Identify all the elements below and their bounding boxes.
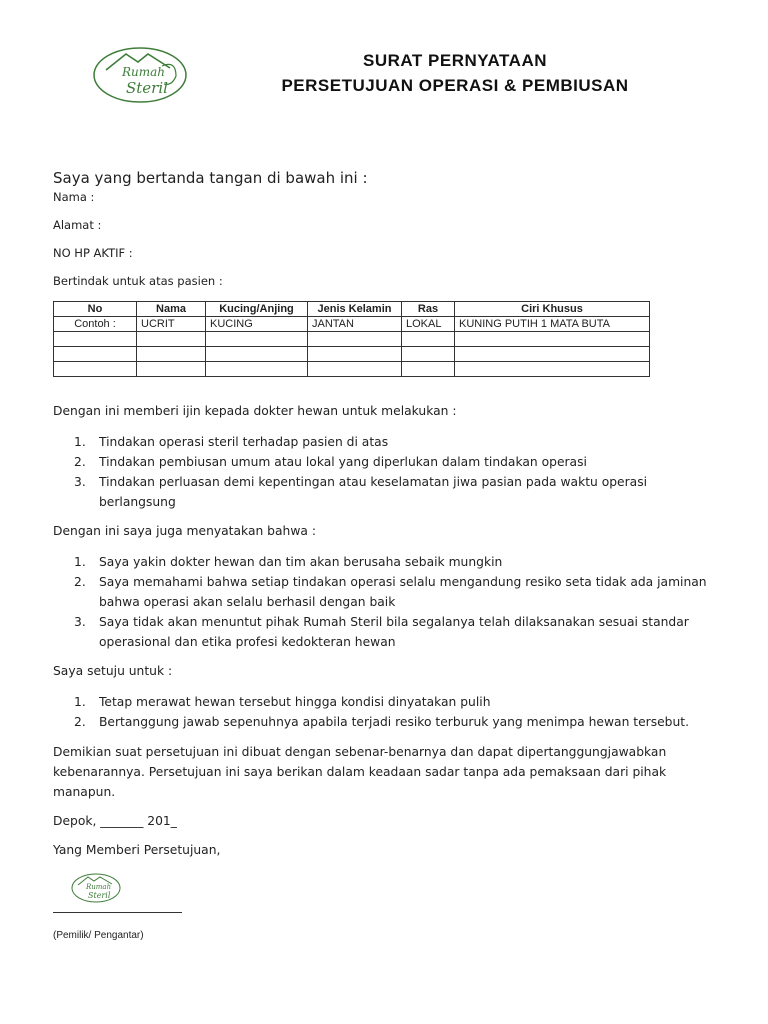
table-row xyxy=(54,317,650,332)
list-item: 2. Bertanggung jawab sepenuhnya apabila terjadi resiko terburuk yang menimpa hewan tersebut. xyxy=(74,715,690,729)
section1-heading: Dengan ini memberi ijin kepada dokter hewan untuk melakukan : xyxy=(53,404,457,418)
table-cell: KUCING xyxy=(206,317,308,332)
document-subtitle: PERSETUJUAN OPERASI & PEMBIUSAN xyxy=(281,76,629,95)
column-header: Kucing/Anjing xyxy=(206,302,308,317)
table-row xyxy=(54,332,650,347)
list-item: 3. Saya tidak akan menuntut pihak Rumah Steril bila segalanya telah dilaksanakan sesuai standar operasional dan etika profesi kedokteran hewan xyxy=(74,615,689,649)
table-cell[interactable] xyxy=(455,347,650,362)
table-cell[interactable] xyxy=(206,332,308,347)
field-hp: NO HP AKTIF : xyxy=(53,246,133,260)
table-cell[interactable] xyxy=(402,332,455,347)
rumah-steril-stamp xyxy=(70,872,122,904)
column-header: Ciri Khusus xyxy=(455,302,650,317)
svg-text:Rumah: Rumah xyxy=(86,883,112,891)
signer-role: (Pemilik/ Pengantar) xyxy=(53,930,144,941)
column-header: Jenis Kelamin xyxy=(308,302,402,317)
table-cell[interactable] xyxy=(455,362,650,377)
column-header: Ras xyxy=(402,302,455,317)
list-item: 1. Tindakan operasi steril terhadap pasien di atas xyxy=(74,435,389,449)
patient-table xyxy=(53,301,650,377)
column-header: Nama xyxy=(137,302,206,317)
section2-heading: Dengan ini saya juga menyatakan bahwa : xyxy=(53,524,316,538)
list-item: 3. Tindakan perluasan demi kepentingan atau keselamatan jiwa pasian pada waktu operasi berlangsung xyxy=(74,475,648,509)
signature-line xyxy=(53,912,182,913)
list-item: 2. Saya memahami bahwa setiap tindakan operasi selalu mengandung resiko seta tidak ada jaminan bahwa operasi akan selalu berhasil dengan baik xyxy=(74,575,707,609)
table-cell: Contoh : xyxy=(54,317,137,332)
document-title: SURAT PERNYATAAN xyxy=(363,51,547,70)
table-cell[interactable] xyxy=(54,332,137,347)
table-cell[interactable] xyxy=(402,347,455,362)
svg-text:Steril: Steril xyxy=(88,891,111,900)
table-cell[interactable] xyxy=(206,347,308,362)
table-cell[interactable] xyxy=(308,362,402,377)
table-cell[interactable] xyxy=(455,332,650,347)
table-cell[interactable] xyxy=(308,347,402,362)
section1-list xyxy=(53,432,713,512)
list-item: 1. Tetap merawat hewan tersebut hingga kondisi dinyatakan pulih xyxy=(74,695,491,709)
svg-text:Steril: Steril xyxy=(126,79,168,97)
table-cell: LOKAL xyxy=(402,317,455,332)
field-alamat: Alamat : xyxy=(53,218,102,232)
table-cell[interactable] xyxy=(54,362,137,377)
table-cell[interactable] xyxy=(54,347,137,362)
signoff: Yang Memberi Persetujuan, xyxy=(53,843,221,857)
rumah-steril-logo xyxy=(92,46,188,104)
table-cell: KUNING PUTIH 1 MATA BUTA xyxy=(455,317,650,332)
table-row xyxy=(54,362,650,377)
table-cell[interactable] xyxy=(206,362,308,377)
list-item: 2. Tindakan pembiusan umum atau lokal yang diperlukan dalam tindakan operasi xyxy=(74,455,587,469)
section3-list xyxy=(53,692,733,732)
column-header: No xyxy=(54,302,137,317)
table-cell[interactable] xyxy=(308,332,402,347)
intro-text: Saya yang bertanda tangan di bawah ini : xyxy=(53,169,368,187)
table-cell[interactable] xyxy=(137,332,206,347)
date-line: Depok, _______ 201_ xyxy=(53,814,177,828)
list-item: 1. Saya yakin dokter hewan dan tim akan berusaha sebaik mungkin xyxy=(74,555,503,569)
table-cell[interactable] xyxy=(137,362,206,377)
closing-paragraph: Demikian suat persetujuan ini dibuat dengan sebenar-benarnya dan dapat dipertanggungjawabkan kebenarannya. Persetujuan ini saya berikan dalam keadaan sadar tanpa ada pemaksaan dari pihak manapun. xyxy=(53,745,667,799)
table-cell[interactable] xyxy=(402,362,455,377)
section3-heading: Saya setuju untuk : xyxy=(53,664,173,678)
field-nama: Nama : xyxy=(53,190,95,204)
svg-text:Rumah: Rumah xyxy=(122,65,166,79)
table-row xyxy=(54,347,650,362)
table-header-row xyxy=(54,302,650,317)
table-cell: JANTAN xyxy=(308,317,402,332)
section2-list xyxy=(53,552,733,652)
table-cell: UCRIT xyxy=(137,317,206,332)
field-pasien: Bertindak untuk atas pasien : xyxy=(53,274,223,288)
table-cell[interactable] xyxy=(137,347,206,362)
